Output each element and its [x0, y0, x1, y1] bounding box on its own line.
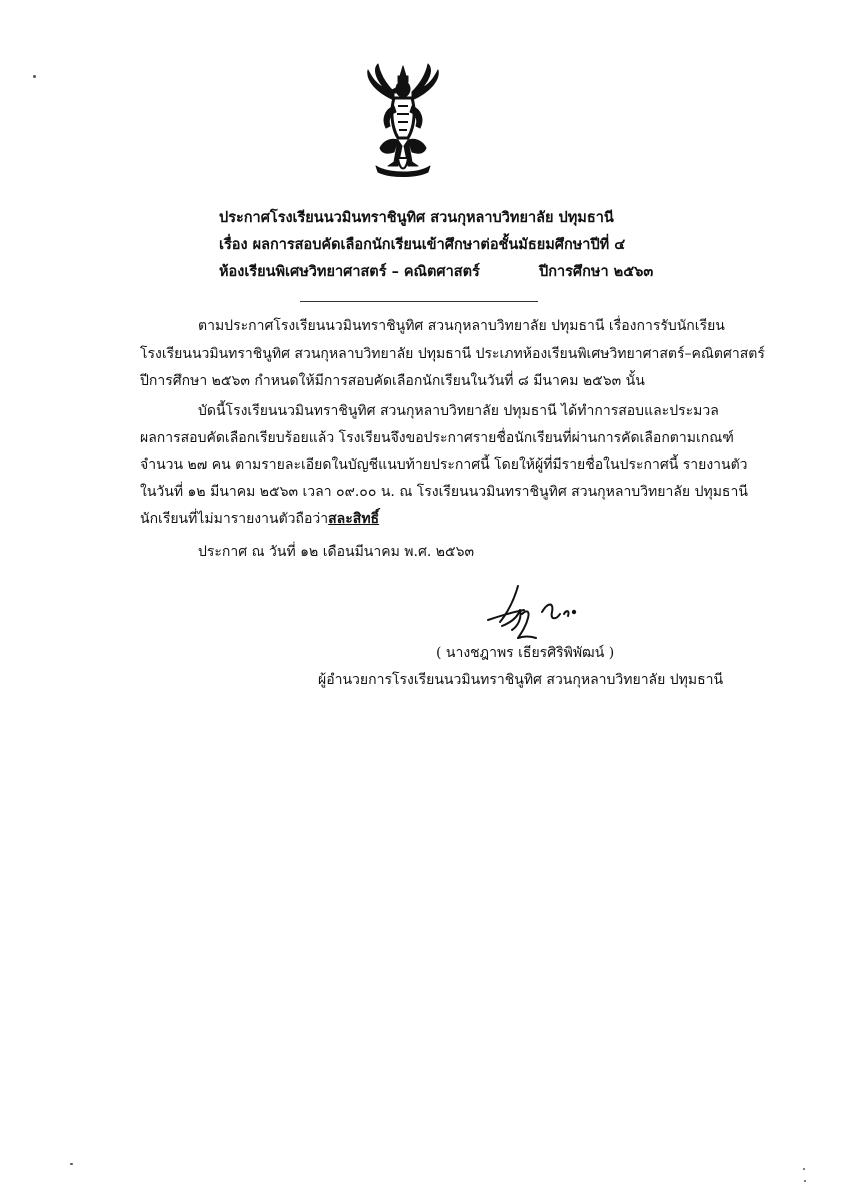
- header-divider: [300, 301, 538, 302]
- announcement-subject: เรื่อง ผลการสอบคัดเลือกนักเรียนเข้าศึกษาต่อชั้นมัธยมศึกษาปีที่ ๔: [219, 236, 626, 253]
- announcement-title: ประกาศโรงเรียนนวมินทราชินูทิศ สวนกุหลาบวิทยาลัย ปทุมธานี: [219, 209, 614, 226]
- paragraph-2-line-5: [140, 509, 379, 529]
- report-notice: นักเรียนที่ไม่มารายงานตัวถือว่า: [140, 511, 329, 527]
- paragraph-2-line-1: บัดนี้โรงเรียนนวมินทราชินูทิศ สวนกุหลาบวิทยาลัย ปทุมธานี ได้ทำการสอบและประมวล: [198, 403, 719, 419]
- paragraph-2-line-4: ในวันที่ ๑๒ มีนาคม ๒๕๖๓ เวลา ๐๙.๐๐ น. ณ โรงเรียนนวมินทราชินูทิศ สวนกุหลาบวิทยาลัย ปทุมธานี: [140, 484, 748, 500]
- signature-icon: [478, 580, 588, 650]
- academic-year: ปีการศึกษา ๒๕๖๓: [539, 263, 654, 280]
- scan-speck: [33, 75, 36, 78]
- forfeit-text: สละสิทธิ์: [328, 511, 380, 527]
- paragraph-1-line-1: ตามประกาศโรงเรียนนวมินทราชินูทิศ สวนกุหลาบวิทยาลัย ปทุมธานี เรื่องการรับนักเรียน: [198, 318, 725, 334]
- announcement-date: ประกาศ ณ วันที่ ๑๒ เดือนมีนาคม พ.ศ. ๒๕๖๓: [198, 544, 475, 560]
- program-name: ห้องเรียนพิเศษวิทยาศาสตร์ – คณิตศาสตร์: [219, 263, 480, 280]
- paragraph-2-line-3: จำนวน ๒๗ คน ตามรายละเอียดในบัญชีแนบท้ายประกาศนี้ โดยให้ผู้ที่มีรายชื่อในประกาศนี้ รายงานตัว: [140, 457, 748, 473]
- scan-speck: [803, 1168, 805, 1170]
- scan-speck: [804, 1180, 806, 1182]
- signatory-position: ผู้อำนวยการโรงเรียนนวมินทราชินูทิศ สวนกุหลาบวิทยาลัย ปทุมธานี: [318, 672, 724, 688]
- paragraph-1-line-3: ปีการศึกษา ๒๕๖๓ กำหนดให้มีการสอบคัดเลือกนักเรียนในวันที่ ๘ มีนาคม ๒๕๖๓ นั้น: [140, 373, 645, 389]
- paragraph-2-line-2: ผลการสอบคัดเลือกเรียบร้อยแล้ว โรงเรียนจึงขอประกาศรายชื่อนักเรียนที่ผ่านการคัดเลือกตามเกณฑ์: [140, 430, 734, 446]
- garuda-emblem-icon: [358, 62, 448, 182]
- paragraph-1-line-2: โรงเรียนนวมินทราชินูทิศ สวนกุหลาบวิทยาลัย ปทุมธานี ประเภทห้องเรียนพิเศษวิทยาศาสตร์–คณิตศาสตร์: [140, 346, 765, 362]
- announcement-program: [219, 262, 654, 282]
- scan-speck: [70, 1163, 73, 1165]
- signatory-name: ( นางชฎาพร เธียรศิริพิพัฒน์ ): [436, 645, 615, 661]
